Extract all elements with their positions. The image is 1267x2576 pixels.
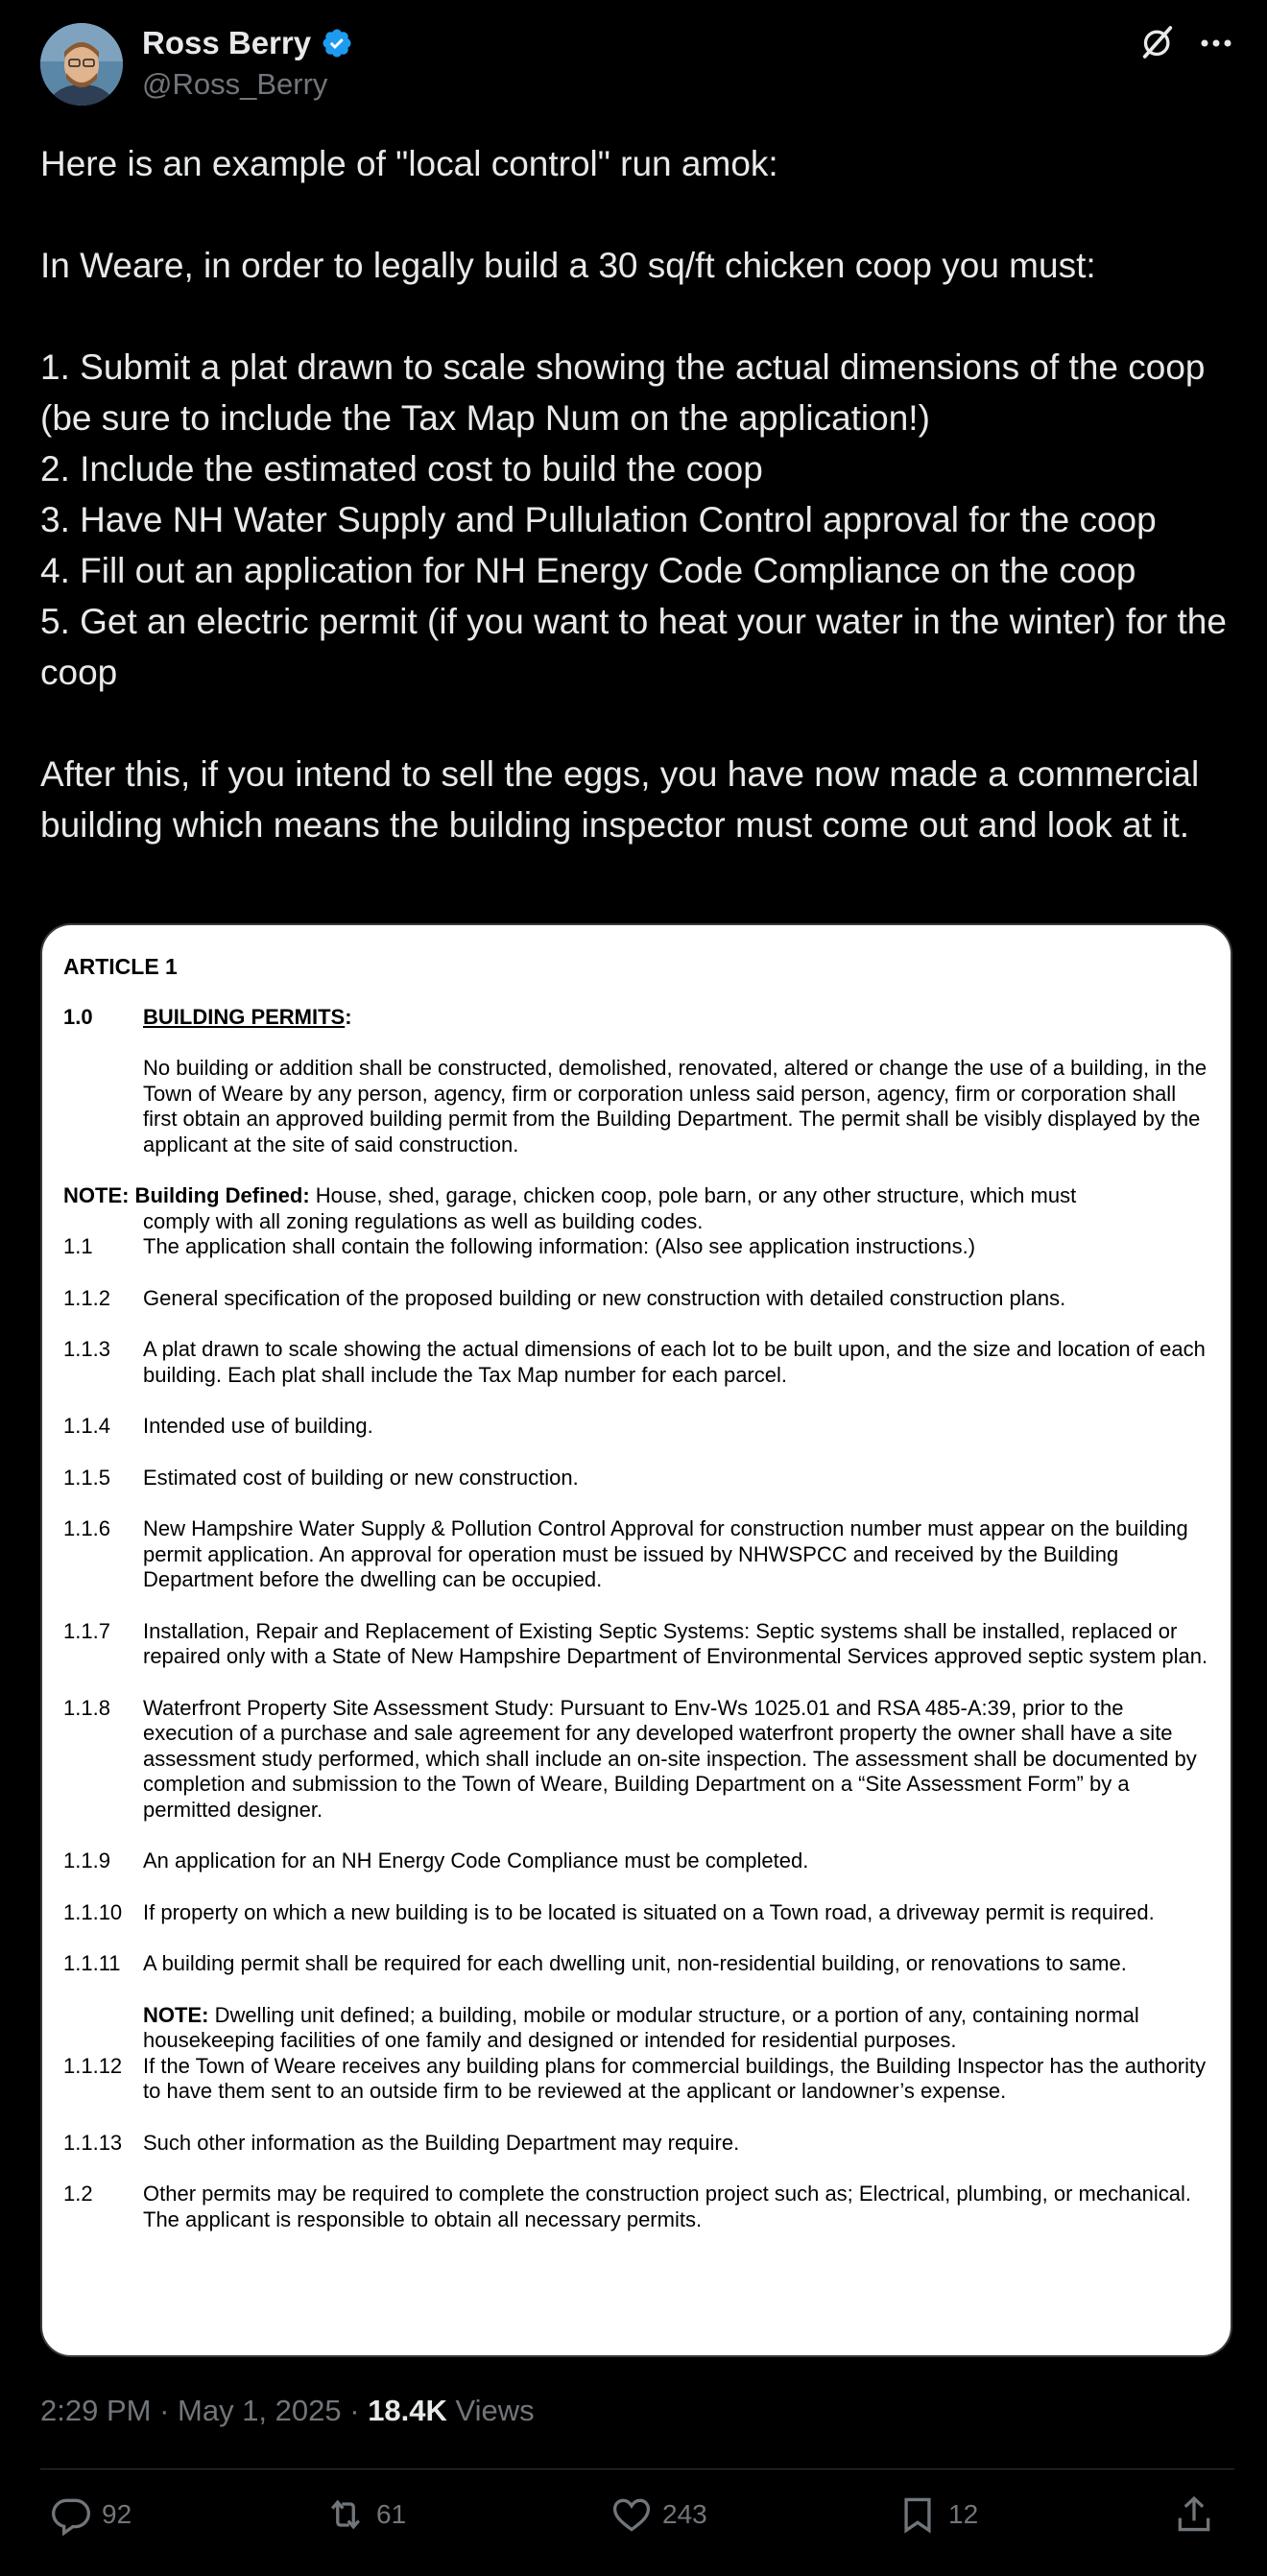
item-text: Installation, Repair and Replacement of Existing Septic Systems: Septic systems shall be installed, replaced or repaired only with a State of New Hampshire Department of Environmental Services approved septic system plan.: [143, 1618, 1208, 1668]
item-text: A building permit shall be required for each dwelling unit, non-residential building, or renovations to same.: [143, 1951, 1127, 1975]
item-text: Other permits may be required to complete the construction project such as; Electrical, plumbing, or mechanical. The applicant is responsible to obtain all necessary permits.: [143, 2182, 1191, 2231]
document-item: [63, 1414, 1215, 1440]
grok-icon[interactable]: [1138, 23, 1177, 61]
item-number: 1.1.9: [63, 1849, 110, 1872]
views-count: 18.4K: [368, 2394, 447, 2427]
document-article-heading: ARTICLE 1: [63, 954, 178, 979]
retweet-button[interactable]: [324, 2493, 406, 2536]
item-text: Estimated cost of building or new construction.: [143, 1465, 579, 1490]
document-note: [63, 1183, 1215, 1234]
section-number: 1.0: [63, 1004, 93, 1029]
section-title-colon: :: [345, 1004, 352, 1029]
item-number: 1.1.2: [63, 1285, 110, 1310]
document-item: [63, 1900, 1215, 1926]
document-item: [63, 1696, 1215, 1824]
meta-separator: ·: [151, 2394, 179, 2427]
item-number: 1.1.12: [63, 2053, 123, 2078]
item-text: An application for an NH Energy Code Compliance must be completed.: [143, 1849, 809, 1872]
like-count: 243: [662, 2499, 707, 2529]
tweet-time[interactable]: 2:29 PM: [40, 2394, 152, 2427]
tweet-list-item: 3. Have NH Water Supply and Pullulation Control approval for the coop: [40, 500, 1157, 539]
like-icon: [610, 2493, 653, 2536]
item-text: Intended use of building.: [143, 1414, 373, 1438]
bookmark-icon: [896, 2493, 939, 2536]
tweet-list-item: 5. Get an electric permit (if you want to heat your water in the winter) for the coop: [40, 602, 1227, 692]
document-item: [63, 1619, 1215, 1670]
bookmark-count: 12: [948, 2499, 979, 2529]
reply-icon: [50, 2493, 92, 2536]
tweet-line: In Weare, in order to legally build a 30 sq/ft chicken coop you must:: [40, 246, 1096, 285]
item-text: Waterfront Property Site Assessment Study: Pursuant to Env-Ws 1025.01 and RSA 485-A:39, prior to the execution of a purchase and sale agreement for any developed waterfront property the owner shall have a site assessment study performed, which shall include an on-site inspection. The assessment shall be documented by completion and submission to the Town of Weare, Building Department on a “Site Assessment Form” by a permitted designer.: [143, 1695, 1197, 1822]
author-name[interactable]: Ross Berry: [142, 25, 312, 60]
item-number: 1.1.6: [63, 1516, 110, 1540]
item-number: 1.1.7: [63, 1618, 110, 1643]
reply-count: 92: [102, 2499, 132, 2529]
tweet-list-item: 2. Include the estimated cost to build the coop: [40, 449, 763, 489]
item-number: 1.1.10: [63, 1899, 123, 1924]
section-title: BUILDING PERMITS: [143, 1004, 346, 1029]
document-item: [63, 1849, 1215, 1874]
note-label: NOTE:: [143, 2002, 209, 2027]
tweet-meta: [40, 2394, 535, 2428]
retweet-icon: [324, 2493, 367, 2536]
item-number: 1.1.8: [63, 1695, 110, 1720]
author-name-row[interactable]: [142, 25, 353, 61]
document-item: [63, 2054, 1215, 2105]
avatar-image: [40, 23, 123, 106]
document-section: [63, 1005, 1215, 1031]
item-text: If property on which a new building is to be located is situated on a Town road, a driveway permit is required.: [143, 1899, 1155, 1924]
document-content: [63, 954, 1215, 2232]
document-item: [63, 2131, 1215, 2157]
item-number: 1.1.4: [63, 1414, 110, 1438]
item-number: 1.1.13: [63, 2130, 123, 2155]
item-text: The application shall contain the following information: (Also see application instructions.): [143, 1234, 976, 1258]
document-item: [63, 1234, 1215, 1260]
tweet-date[interactable]: May 1, 2025: [178, 2394, 342, 2427]
document-note: [63, 2003, 1215, 2054]
item-number: 1.1.11: [63, 1951, 121, 1975]
document-item: [63, 1516, 1215, 1593]
note-text-continued: comply with all zoning regulations as well as building codes.: [143, 1208, 704, 1233]
note-text: House, shed, garage, chicken coop, pole barn, or any other structure, which must: [309, 1183, 1077, 1207]
verified-badge-icon: [321, 27, 353, 60]
meta-separator: ·: [341, 2394, 369, 2427]
tweet-list-item: 1. Submit a plat drawn to scale showing the actual dimensions of the coop (be sure to include the Tax Map Num on the application!): [40, 347, 1206, 438]
document-item-list: [63, 1234, 1215, 1977]
attached-document-image[interactable]: [40, 923, 1232, 2357]
document-item: [63, 2182, 1215, 2232]
author-handle[interactable]: @Ross_Berry: [142, 67, 328, 101]
more-icon[interactable]: [1197, 29, 1235, 58]
item-text: Such other information as the Building Department may require.: [143, 2130, 740, 2155]
tweet-list-item: 4. Fill out an application for NH Energy Code Compliance on the coop: [40, 551, 1136, 590]
item-text: General specification of the proposed building or new construction with detailed construction plans.: [143, 1285, 1066, 1310]
tweet-line: After this, if you intend to sell the eggs, you have now made a commercial building which means the building inspector must come out and look at it.: [40, 754, 1200, 845]
item-text: New Hampshire Water Supply & Pollution Control Approval for construction number must appear on the building permit application. An approval for operation must be issued by NHWSPCC and received by the Building Department before the dwelling can be occupied.: [143, 1516, 1188, 1591]
tweet-line: Here is an example of "local control" run amok:: [40, 144, 778, 183]
share-icon: [1173, 2493, 1215, 2536]
tweet-text: [40, 138, 1231, 850]
item-number: 1.1.5: [63, 1465, 110, 1490]
reply-button[interactable]: [50, 2493, 131, 2536]
views-label: Views: [446, 2394, 535, 2427]
document-item: [63, 1286, 1215, 1312]
like-button[interactable]: [610, 2493, 707, 2536]
document-paragraph: [63, 1056, 1215, 1157]
document-item: [63, 1337, 1215, 1388]
item-text: If the Town of Weare receives any building plans for commercial buildings, the Building Inspector has the authority to have them sent to an outside firm to be reviewed at the applicant or landowner’s expense.: [143, 2053, 1207, 2103]
note-label: NOTE: Building Defined:: [63, 1183, 310, 1207]
share-button[interactable]: [1173, 2493, 1215, 2536]
document-item: [63, 1951, 1215, 1977]
action-bar: [40, 2493, 1234, 2547]
note-text: Dwelling unit defined; a building, mobile or modular structure, or a portion of any, containing normal housekeeping facilities of one family and designed or intended for residential purposes.: [143, 2002, 1139, 2052]
retweet-count: 61: [376, 2499, 407, 2529]
section-body: No building or addition shall be constructed, demolished, renovated, altered or change the use of a building, in the Town of Weare by any person, agency, firm or corporation unless said person, agency, firm or corporation shall first obtain an approved building permit from the Building Department. The permit shall be visibly displayed by the applicant at the site of said construction.: [143, 1056, 1207, 1157]
document-item-list: [63, 2054, 1215, 2233]
item-number: 1.2: [63, 2182, 93, 2206]
item-number: 1.1: [63, 1234, 93, 1258]
bookmark-button[interactable]: [896, 2493, 978, 2536]
item-number: 1.1.3: [63, 1337, 110, 1361]
avatar[interactable]: [40, 23, 123, 106]
document-item: [63, 1466, 1215, 1491]
item-text: A plat drawn to scale showing the actual dimensions of each lot to be built upon, and the size and location of each building. Each plat shall include the Tax Map number for each parcel.: [143, 1337, 1206, 1387]
